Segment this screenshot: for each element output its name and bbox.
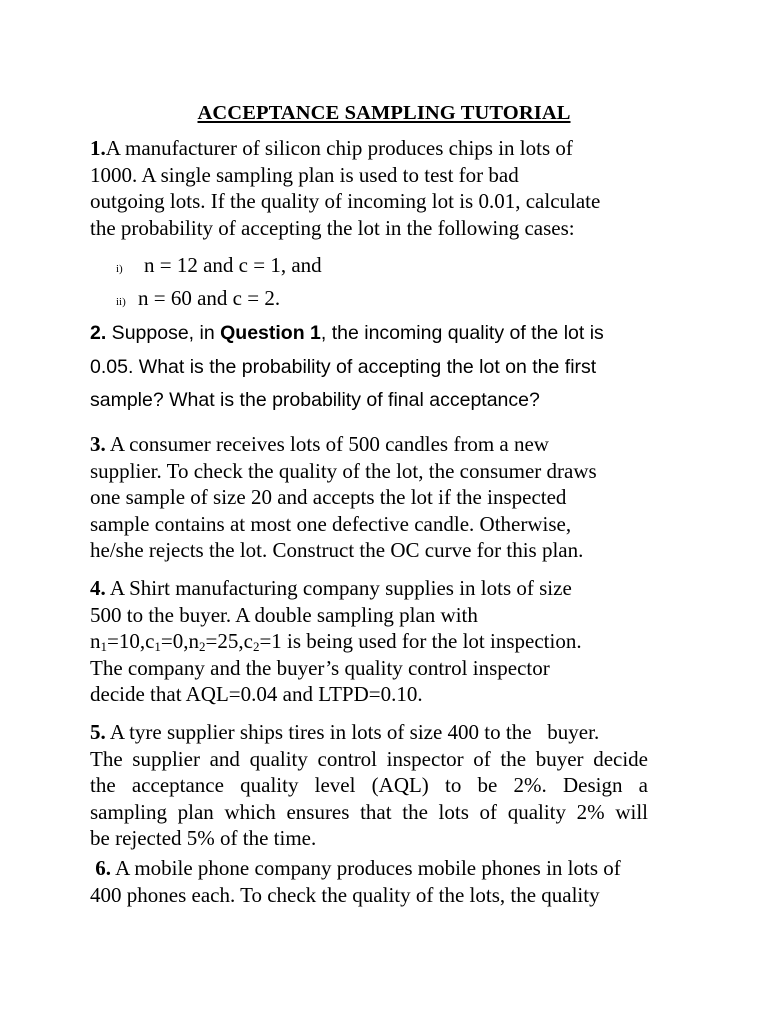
question-3 bbox=[90, 431, 597, 564]
question-text-line: sample? What is the probability of final acceptance? bbox=[90, 389, 540, 411]
question-number: 3. bbox=[90, 432, 106, 456]
question-number: 1. bbox=[90, 136, 106, 160]
question-6 bbox=[90, 855, 621, 908]
question-text: , the incoming quality of the lot is bbox=[320, 322, 604, 344]
question-text-line: sampling plan which ensures that the lots of quality 2% will bbox=[90, 799, 648, 824]
question-4 bbox=[90, 575, 582, 708]
question-text-line: The supplier and quality control inspector of the buyer decide bbox=[90, 746, 648, 771]
case-text: n = 12 and c = 1, and bbox=[144, 253, 322, 277]
question-text-line: A tyre supplier ships tires in lots of size 400 to the buyer. bbox=[105, 720, 600, 744]
question-number: 6. bbox=[95, 856, 111, 880]
question-number: 4. bbox=[90, 576, 106, 600]
document-title: ACCEPTANCE SAMPLING TUTORIAL bbox=[197, 102, 571, 124]
question-text-line: he/she rejects the lot. Construct the OC curve for this plan. bbox=[90, 538, 584, 562]
case-label: ii) bbox=[116, 296, 126, 308]
question-reference: Question 1 bbox=[220, 322, 321, 344]
question-number: 2. bbox=[90, 322, 107, 344]
question-5 bbox=[90, 719, 648, 852]
sampling-plan-line: $n_1=10,c_1=0,n_2=25,c_2=1$ is being used for the lot inspection. bbox=[90, 629, 582, 654]
question-text-line: The company and the buyer’s quality control inspector bbox=[90, 655, 550, 680]
question-text-line: A manufacturer of silicon chip produces chips in lots of bbox=[105, 136, 573, 160]
question-text-line: supplier. To check the quality of the lot, the consumer draws bbox=[90, 458, 597, 483]
question-text-line: 400 phones each. To check the quality of the lots, the quality bbox=[90, 882, 600, 907]
question-text-line: the probability of accepting the lot in the following cases: bbox=[90, 215, 575, 240]
question-text-line: 1000. A single sampling plan is used to test for bad bbox=[90, 162, 519, 187]
question-number: 5. bbox=[90, 720, 106, 744]
question-text-line: decide that AQL=0.04 and LTPD=0.10. bbox=[90, 682, 423, 706]
question-text-line: outgoing lots. If the quality of incoming lot is 0.01, calculate bbox=[90, 189, 601, 213]
question-1 bbox=[90, 135, 600, 241]
question-text-line: A mobile phone company produces mobile phones in lots of bbox=[111, 856, 621, 880]
question-2 bbox=[90, 317, 604, 418]
question-text-line: one sample of size 20 and accepts the lot if the inspected bbox=[90, 485, 567, 509]
question-text-line: sample contains at most one defective candle. Otherwise, bbox=[90, 511, 572, 536]
case-ii bbox=[116, 286, 280, 311]
question-text-line: A consumer receives lots of 500 candles from a new bbox=[105, 432, 549, 456]
question-text: Suppose, in bbox=[106, 322, 221, 344]
question-text-line: A Shirt manufacturing company supplies in lots of size bbox=[105, 576, 572, 600]
question-text-line: be rejected 5% of the time. bbox=[90, 826, 317, 850]
question-text-line: 0.05. What is the probability of accepting the lot on the first bbox=[90, 355, 597, 378]
case-i bbox=[116, 253, 322, 278]
case-label: i) bbox=[116, 263, 123, 275]
question-text-line: 500 to the buyer. A double sampling plan with bbox=[90, 602, 478, 627]
case-text: n = 60 and c = 2. bbox=[138, 286, 281, 310]
question-text-line: the acceptance quality level (AQL) to be 2%. Design a bbox=[90, 773, 648, 797]
